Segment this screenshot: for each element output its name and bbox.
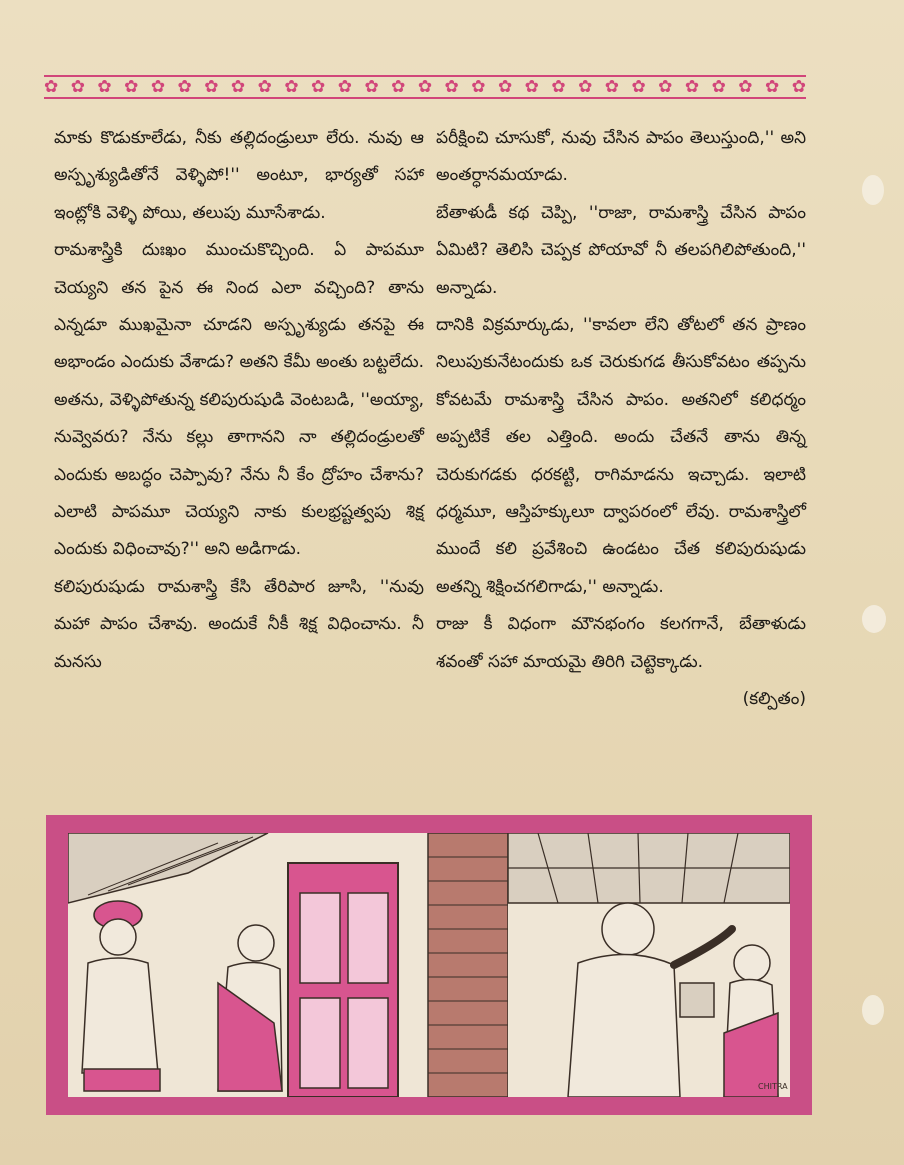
border-flower-icon: ✿ <box>44 77 59 97</box>
door-panel-lower-left <box>300 998 340 1088</box>
old-man-head <box>602 903 654 955</box>
turbaned-man-head <box>100 919 136 955</box>
door-panel-left <box>300 893 340 983</box>
border-flower-icon: ✿ <box>177 77 192 97</box>
border-flower-icon: ✿ <box>70 77 85 97</box>
door-panel-lower-right <box>348 998 388 1088</box>
border-flower-icon: ✿ <box>204 77 219 97</box>
paragraph-2: రామశాస్త్రికి దుఃఖం ముంచుకొచ్చింది. ఏ పాపమూ చెయ్యని తన పైన ఈ నింద ఎలా వచ్చింది? తాను ఎన్నడూ ముఖమైనా చూడని అస్పృశ్యుడు తనపై ఈ అభాండం ఎందుకు వేశాడు? అతని కేమీ అంతు బట్టలేదు. అతను, వెళ్ళిపోతున్న కలిపురుషుడి వెంటబడి, ''అయ్యా, నువ్వెవరు? నేను కల్లు తాగానని నా తల్లిదండ్రులతో ఎందుకు అబద్ధం చెప్పావు? నేను నీ కేం ద్రోహం చేశాను? ఎలాటి పాపమూ చెయ్యని నాకు కులభ్రష్టత్వపు శిక్ష ఎందుకు విధించావు?'' అని అడిగాడు. <box>54 240 424 560</box>
paragraph-3: కలిపురుషుడు రామశాస్త్రి కేసి తేరిపార జూసి, ''నువు మహా పాపం చేశావు. అందుకే నీకీ శిక్ష విధించాను. నీ మనసు <box>54 576 424 672</box>
paper-wear-mark <box>862 995 884 1025</box>
border-flower-icon: ✿ <box>97 77 112 97</box>
border-flower-icon: ✿ <box>391 77 406 97</box>
border-flower-icon: ✿ <box>738 77 753 97</box>
wall-window <box>680 983 714 1017</box>
border-flower-icon: ✿ <box>497 77 513 97</box>
paragraph-6: దానికి విక్రమార్కుడు, ''కావలా లేని తోటలో తన ప్రాణం నిలుపుకునేటందుకు ఒక చెరుకుగడ తీసుకోవటం తప్పను కోవటమే రామశాస్త్రి చేసిన పాపం. అతనిలో కలిధర్మం అప్పటికే తల ఎత్తింది. అందు చేతనే తాను తిన్న చెరుకుగడకు ధరకట్టి, రాగిమాడను ఇచ్చాడు. ఇలాటి ధర్మమూ, ఆస్తిహక్కులూ ద్వాపరంలో లేవు. రామశాస్త్రిలో ముందే కలి ప్రవేశించి ఉండటం చేత కలిపురుషుడు అతన్ని శిక్షించగలిగాడు,'' అన్నాడు. <box>436 315 806 597</box>
border-flower-icon: ✿ <box>658 77 673 97</box>
paper-wear-mark <box>862 175 884 205</box>
decorative-flower-border <box>44 72 806 102</box>
border-flower-icon: ✿ <box>257 77 272 97</box>
border-flower-icon: ✿ <box>764 77 780 97</box>
border-flower-icon: ✿ <box>711 77 726 97</box>
turbaned-man-cloth <box>84 1069 160 1091</box>
woman-head <box>734 945 770 981</box>
border-flower-icon: ✿ <box>230 77 246 97</box>
border-flower-icon: ✿ <box>551 77 566 97</box>
border-flower-icon: ✿ <box>471 77 486 97</box>
right-column <box>436 120 806 719</box>
border-flower-icon: ✿ <box>791 77 806 97</box>
story-illustration <box>46 815 812 1115</box>
artist-signature: CHITRA <box>758 1082 788 1091</box>
border-flower-icon: ✿ <box>364 77 379 97</box>
border-flower-icon: ✿ <box>124 77 139 97</box>
border-flower-icon: ✿ <box>417 77 433 97</box>
border-flower-icon: ✿ <box>337 77 352 97</box>
door-panel-right <box>348 893 388 983</box>
border-flower-icon: ✿ <box>284 77 299 97</box>
paragraph-4: పరీక్షించి చూసుకో, నువు చేసిన పాపం తెలుస్తుంది,'' అని అంతర్ధానమయాడు. <box>436 128 806 186</box>
border-flower-icon: ✿ <box>604 77 620 97</box>
brahmin-head <box>238 925 274 961</box>
story-signoff: (కల్పితం) <box>742 689 806 710</box>
left-column <box>54 120 424 681</box>
border-flower-icon: ✿ <box>578 77 593 97</box>
paragraph-1: మాకు కొడుకూలేడు, నీకు తల్లిదండ్రులూ లేరు. నువు ఆ అస్పృశ్యుడితోనే వెళ్ళిపో!'' అంటూ, భార్యతో సహా ఇంట్లోకి వెళ్ళి పోయి, తలుపు మూసేశాడు. <box>54 128 424 223</box>
illustration-drawing <box>68 833 790 1097</box>
brick-pillar <box>428 833 508 1097</box>
border-flower-icon: ✿ <box>684 77 700 97</box>
old-man-body <box>568 954 680 1097</box>
turbaned-man-body <box>82 958 158 1073</box>
border-flower-icon: ✿ <box>524 77 539 97</box>
border-flower-icon: ✿ <box>631 77 646 97</box>
paragraph-7: రాజు కీ విధంగా మౌనభంగం కలగగానే, బేతాళుడు శవంతో సహా మాయమై తిరిగి చెట్టెక్కాడు. <box>436 614 806 672</box>
paragraph-5: బేతాళుడీ కథ చెప్పి, ''రాజా, రామశాస్త్రి చేసిన పాపం ఏమిటి? తెలిసి చెప్పక పోయావో నీ తలపగిలిపోతుంది,'' అన్నాడు. <box>436 202 806 298</box>
border-flower-icon: ✿ <box>444 77 459 97</box>
paper-wear-mark <box>862 605 886 633</box>
border-flower-icon: ✿ <box>311 77 326 97</box>
border-flower-icon: ✿ <box>150 77 166 97</box>
